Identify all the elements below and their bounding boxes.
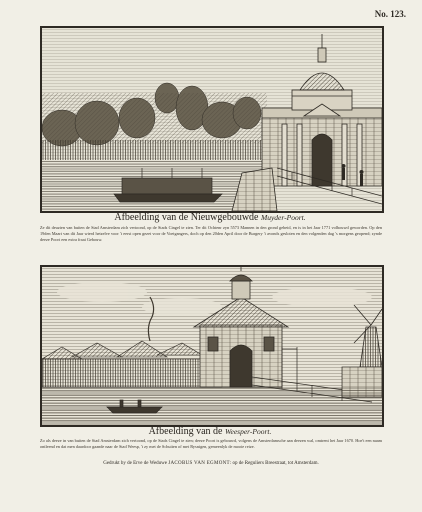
- top-caption-title: [40, 212, 380, 223]
- imprint-suffix: : op de Reguliers Breestraat, tot Amsterdam.: [229, 461, 319, 466]
- bottom-caption-title: [40, 426, 380, 437]
- bottom-caption-text: Zo als deeze in van buiten de Stad Amsterdam zich vertoond, op de Stads Cingel te zien; deeze Poort is gebouwd, volgens de Amsterdamsche aan deezen wal, omtrent het Jaar 1670. Hoe't een naam ontleend en dat men daardoor gaande naar de Stad Weesp, 't zy met de Schuiten of met Rysnigen, gemeenlyk de mooie reize.: [40, 438, 382, 449]
- bottom-title-prefix: Afbeelding van de: [148, 426, 225, 437]
- plate-number: No. 123.: [374, 9, 406, 19]
- muyder-poort-engraving: [40, 26, 384, 213]
- top-caption-text: Ze dit deuzien van buiten de Stad Amsterdam zich vertoond, op de Stads Cingel te zien. Ter dit Ochtenr zyn 5573 Mannen in den grond gebeid, en is in het Jaar 1771 volbouwd geworden. Op den 19den Maart van dit Jaar wierd hetzelve voor 't eerst open gezet voor de Voetgangers, doch op den 20den April door de Burgery 't avonds gesloten en den volgenden dag 's morgens geopend; zynde deeze Poort een extra fraai Gebouw.: [40, 225, 382, 242]
- imprint-prefix: Gedrukt by de Erve de Weduwe: [103, 461, 169, 466]
- bottom-title-place: Weesper-Poort.: [224, 427, 272, 436]
- weesper-poort-illustration: [42, 267, 382, 425]
- weesper-poort-engraving: [40, 265, 384, 427]
- top-title-place: Muyder-Poort.: [260, 213, 306, 222]
- top-title-prefix: Afbeelding van de Nieuwgebouwde: [114, 212, 261, 223]
- muyder-poort-illustration: [42, 28, 382, 211]
- printer-imprint: [40, 461, 382, 466]
- imprint-publisher: JACOBUS VAN EGMONT: [168, 461, 230, 466]
